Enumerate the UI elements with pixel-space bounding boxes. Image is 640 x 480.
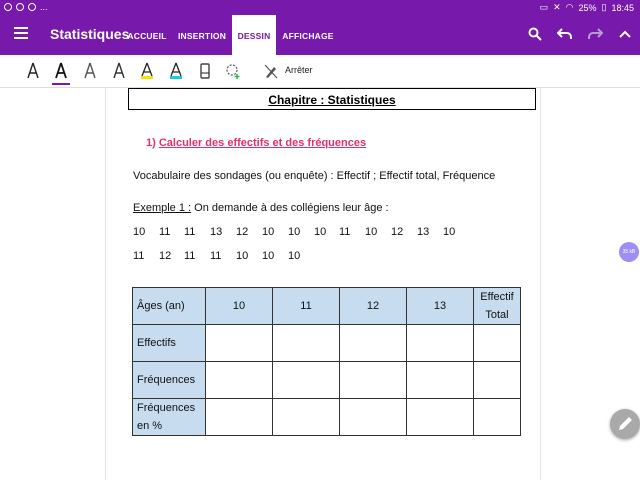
pen-gray-icon[interactable] (82, 62, 98, 80)
age-value: 10 (133, 226, 146, 238)
status-bar (0, 0, 640, 15)
table-cell[interactable] (273, 325, 340, 362)
pen-black-icon[interactable] (53, 62, 69, 80)
age-value: 13 (417, 226, 430, 238)
status-left (4, 2, 48, 12)
example-label: Exemple 1 : (133, 202, 192, 214)
tab-accueil[interactable]: ACCUEIL (127, 31, 167, 41)
table-cell[interactable] (474, 399, 521, 436)
age-value: 12 (236, 226, 249, 238)
total-header-line2: Total (485, 309, 509, 321)
age-value: 10 (262, 226, 275, 238)
note-page[interactable] (0, 88, 640, 480)
tab-insertion[interactable]: INSERTION (177, 31, 227, 41)
row-header-effectifs (133, 325, 206, 362)
wifi-icon: ◠ (565, 2, 574, 12)
table-cell[interactable] (340, 362, 407, 399)
age-value: 10 (365, 226, 378, 238)
row-header-line: Fréquences (137, 374, 196, 386)
frequency-table[interactable] (132, 287, 521, 436)
age-value: 10 (288, 250, 301, 262)
tab-dessin[interactable]: DESSIN (232, 15, 276, 55)
notebook-title: Statistiques (50, 26, 130, 42)
age-value: 12 (391, 226, 404, 238)
age-value: 10 (314, 226, 327, 238)
stop-drawing-label[interactable]: Arrêter (285, 65, 313, 75)
age-value: 10 (262, 250, 275, 262)
status-right (540, 2, 634, 13)
row-header-line: Fréquences (137, 402, 196, 414)
age-value: 12 (159, 250, 172, 262)
row-header-line: en % (137, 420, 163, 432)
table-cell[interactable] (206, 399, 273, 436)
age-value: 11 (184, 226, 196, 238)
table-header-row (133, 288, 521, 325)
table-cell[interactable] (474, 362, 521, 399)
notification-icon-2 (16, 3, 24, 11)
age-value: 11 (133, 250, 145, 262)
table-row (133, 362, 521, 399)
table-cell[interactable] (407, 399, 474, 436)
stop-drawing-icon[interactable] (263, 62, 279, 80)
app-bar (0, 15, 640, 55)
table-cell[interactable] (340, 325, 407, 362)
example-text: On demande à des collégiens leur âge : (191, 202, 389, 214)
table-cell[interactable] (206, 362, 273, 399)
clock: 18:45 (611, 2, 634, 13)
mute-icon: ✕ (553, 2, 561, 12)
table-cell[interactable] (407, 362, 474, 399)
lasso-select-icon[interactable] (225, 62, 241, 80)
draw-ribbon (0, 55, 640, 88)
age-value: 10 (288, 226, 301, 238)
status-more: ... (40, 2, 48, 12)
vocab-line: Vocabulaire des sondages (ou enquête) : Effectif ; Effectif total, Fréquence (133, 170, 496, 182)
age-value: 13 (210, 226, 223, 238)
table-row (133, 399, 521, 436)
age-value: 11 (339, 226, 351, 238)
selected-pen-indicator (52, 83, 70, 85)
table-header-total (474, 288, 521, 325)
page-margin-right (540, 88, 541, 480)
total-header-line1: Effectif (480, 291, 514, 303)
table-header-cell: 13 (407, 288, 474, 325)
age-value: 11 (210, 250, 222, 262)
table-row (133, 325, 521, 362)
age-value: 10 (443, 226, 456, 238)
chapter-title-box (128, 88, 536, 110)
table-header-cell: 12 (340, 288, 407, 325)
edit-fab[interactable] (610, 409, 640, 439)
pen-dark-icon[interactable] (111, 62, 127, 80)
age-value: 11 (159, 226, 171, 238)
table-cell[interactable] (273, 362, 340, 399)
table-cell[interactable] (407, 325, 474, 362)
table-cell[interactable] (206, 325, 273, 362)
section-title: Calculer des effectifs et des fréquences (158, 137, 367, 149)
row-header-frequences-pct (133, 399, 206, 436)
table-cell[interactable] (340, 399, 407, 436)
example-line (133, 202, 389, 214)
redo-icon[interactable] (587, 28, 603, 40)
table-cell[interactable] (273, 399, 340, 436)
battery-icon: ▯ (601, 2, 607, 12)
cast-icon: ▭ (539, 2, 549, 12)
undo-icon[interactable] (557, 28, 573, 40)
age-value: 10 (236, 250, 249, 262)
section-number: 1) (146, 137, 156, 149)
table-header-cell: Âges (an) (133, 288, 206, 325)
notification-icon (4, 3, 12, 11)
search-icon[interactable] (528, 27, 542, 41)
table-header-cell: 10 (206, 288, 273, 325)
compass-icon[interactable] (25, 62, 41, 80)
eraser-icon[interactable] (197, 62, 213, 80)
pencil-icon (610, 409, 640, 439)
chapter-title: Chapitre : Statistiques (268, 93, 396, 107)
menu-icon[interactable] (14, 27, 28, 39)
notification-icon-3 (28, 3, 36, 11)
highlighter-cyan-icon[interactable] (168, 62, 184, 80)
table-header-cell: 11 (273, 288, 340, 325)
row-header-frequences (133, 362, 206, 399)
tab-affichage[interactable]: AFFICHAGE (282, 31, 334, 41)
highlighter-yellow-icon[interactable] (139, 62, 155, 80)
battery-percent: 25% (578, 2, 597, 13)
collapse-ribbon-icon[interactable] (618, 25, 632, 43)
section-heading (146, 137, 366, 149)
table-cell[interactable] (474, 325, 521, 362)
floating-bubble[interactable]: 35 kB (619, 242, 639, 262)
row-header-line: Effectifs (137, 337, 176, 349)
age-value: 11 (184, 250, 196, 262)
page-margin-left (105, 88, 106, 480)
